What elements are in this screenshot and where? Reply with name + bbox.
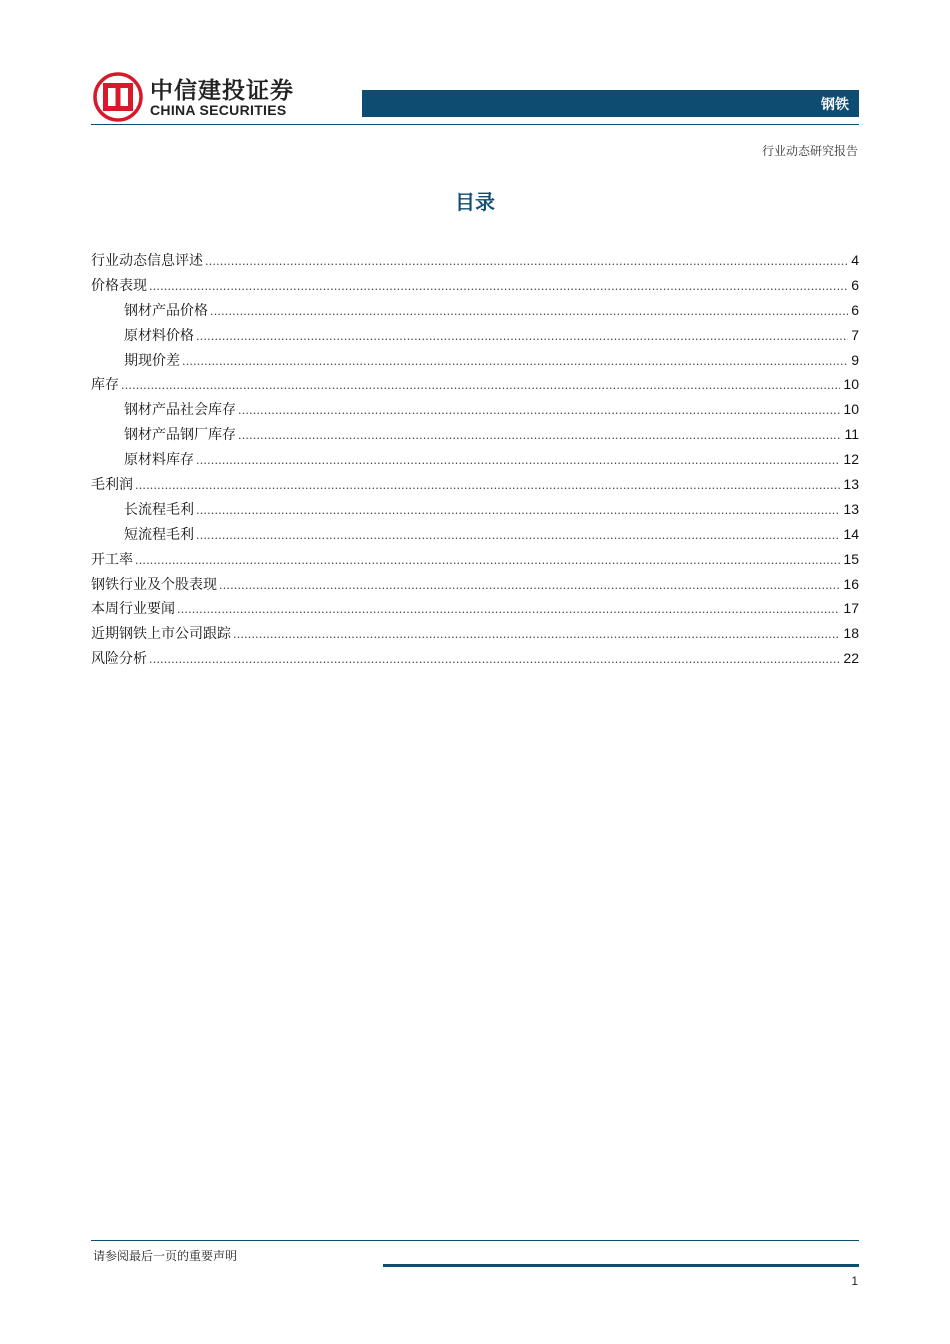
toc-entry-page: 18: [843, 625, 859, 642]
toc-entry-label: 长流程毛利: [124, 501, 194, 518]
toc-entry-label: 本周行业要闻: [91, 601, 175, 618]
toc-entry[interactable]: [91, 646, 859, 671]
toc-entry-page: 10: [843, 401, 859, 418]
toc-dot-leader: [210, 300, 848, 325]
toc-entry[interactable]: [91, 298, 859, 323]
toc-dot-leader: [196, 524, 840, 549]
toc-entry-page: 13: [843, 500, 859, 517]
toc-entry-page: 22: [843, 650, 859, 667]
toc-entry-page: 7: [851, 326, 859, 343]
toc-entry-label: 钢材产品价格: [124, 302, 208, 319]
toc-dot-leader: [149, 275, 848, 300]
toc-entry[interactable]: [91, 323, 859, 348]
citic-logo-icon: [93, 72, 143, 122]
toc-entry-label: 风险分析: [91, 651, 147, 668]
toc-entry-label: 原材料库存: [124, 452, 194, 469]
toc-entry[interactable]: [91, 522, 859, 547]
toc-dot-leader: [135, 549, 840, 574]
toc-entry-label: 钢材产品钢厂库存: [124, 427, 236, 444]
toc-dot-leader: [238, 399, 840, 424]
toc-entry-label: 行业动态信息评述: [91, 253, 203, 269]
toc-dot-leader: [196, 449, 840, 474]
toc-dot-leader: [149, 648, 840, 673]
toc-entry[interactable]: [91, 248, 859, 273]
toc-entry-page: 6: [851, 276, 859, 293]
toc-entry-page: 17: [843, 600, 859, 617]
toc-entry-label: 短流程毛利: [124, 526, 194, 543]
toc-entry[interactable]: [91, 472, 859, 497]
toc-entry-page: 13: [843, 476, 859, 493]
toc-entry[interactable]: [91, 273, 859, 298]
toc-entry-page: 9: [851, 351, 859, 368]
toc-entry-label: 库存: [91, 377, 119, 394]
table-of-contents: [91, 248, 859, 671]
page-header: [0, 0, 950, 130]
toc-entry-label: 近期钢铁上市公司跟踪: [91, 626, 231, 643]
toc-entry[interactable]: [91, 447, 859, 472]
toc-entry[interactable]: [91, 397, 859, 422]
footer-divider: [91, 1240, 859, 1241]
toc-entry-label: 原材料价格: [124, 327, 194, 344]
toc-entry-page: 6: [851, 301, 859, 318]
toc-dot-leader: [135, 474, 840, 499]
sector-banner: [362, 90, 859, 117]
toc-entry-label: 开工率: [91, 551, 133, 568]
toc-entry-label: 期现价差: [124, 352, 180, 369]
toc-dot-leader: [219, 574, 840, 599]
toc-dot-leader: [121, 374, 840, 399]
toc-dot-leader: [233, 623, 840, 648]
toc-entry[interactable]: [91, 621, 859, 646]
toc-entry-label: 毛利润: [91, 477, 133, 494]
toc-entry-page: 14: [843, 525, 859, 542]
disclaimer-note: 请参阅最后一页的重要声明: [93, 1249, 238, 1263]
toc-entry-page: 15: [843, 550, 859, 567]
toc-entry[interactable]: [91, 422, 859, 447]
brand-name-en: CHINA SECURITIES: [150, 102, 287, 118]
toc-entry-page: 11: [844, 426, 859, 443]
toc-entry[interactable]: [91, 596, 859, 621]
footer-accent-bar: [383, 1264, 859, 1267]
toc-dot-leader: [196, 325, 848, 350]
toc-dot-leader: [238, 424, 841, 449]
toc-entry[interactable]: [91, 372, 859, 397]
toc-entry-label: 钢材产品社会库存: [124, 402, 236, 419]
sector-label: 钢铁: [821, 97, 849, 113]
toc-entry[interactable]: [91, 497, 859, 522]
page-number: 1: [851, 1274, 858, 1288]
brand-name-cn: 中信建投证券: [150, 78, 294, 104]
toc-entry-label: 钢铁行业及个股表现: [91, 576, 217, 593]
toc-entry[interactable]: [91, 348, 859, 373]
toc-dot-leader: [205, 250, 848, 275]
toc-entry-label: 价格表现: [91, 277, 147, 294]
toc-dot-leader: [182, 350, 848, 375]
toc-dot-leader: [196, 499, 840, 524]
report-type: 行业动态研究报告: [761, 144, 858, 158]
header-divider: [91, 124, 859, 125]
toc-entry[interactable]: [91, 547, 859, 572]
toc-entry[interactable]: [91, 572, 859, 597]
toc-dot-leader: [177, 598, 840, 623]
toc-entry-page: 16: [843, 575, 859, 592]
toc-entry-page: 12: [843, 451, 859, 468]
toc-entry-page: 4: [851, 252, 859, 268]
toc-title: 目录: [455, 190, 495, 214]
toc-entry-page: 10: [843, 376, 859, 393]
